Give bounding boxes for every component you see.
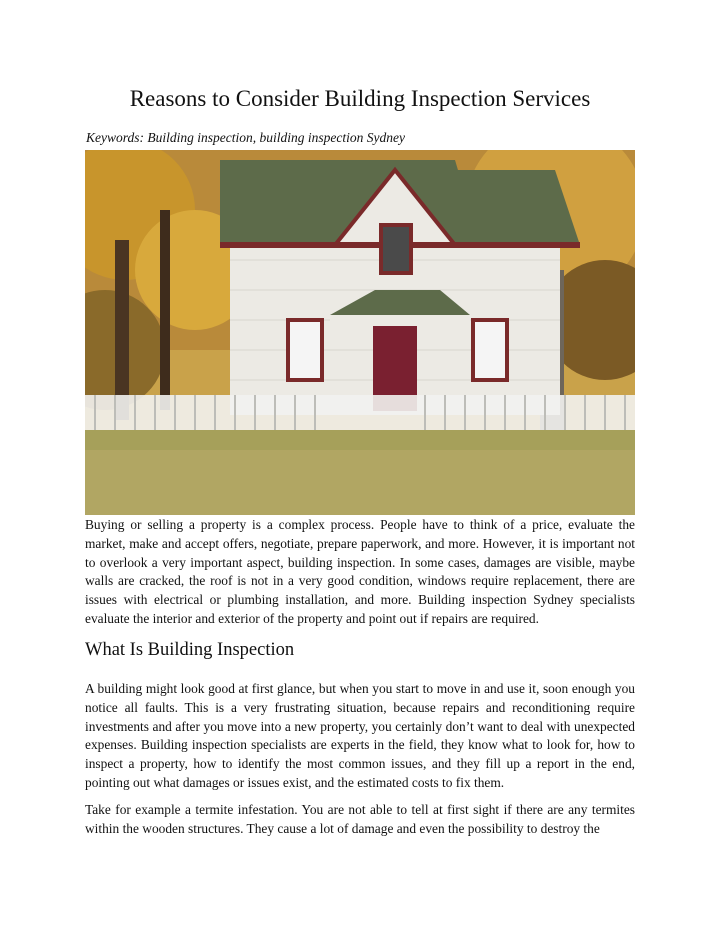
page-title: Reasons to Consider Building Inspection Services <box>129 86 591 111</box>
intro-paragraph: Buying or selling a property is a complex process. People have to think of a price, evaluate the market, make and accept offers, negotiate, prepare paperwork, and more. However, it is important not to overlook a very important aspect, building inspection. In some cases, damages are visible, maybe walls are cracked, the roof is not in a very good condition, windows require replacement, there are issues with electrical or plumbing installation, and more. Building inspection Sydney specialists evaluate the interior and exterior of the property and point out if repairs are required. <box>85 517 635 626</box>
body-paragraph-2: Take for example a termite infestation. You are not able to tell at first sight if there are any termites within the wooden structures. They cause a lot of damage and even the possibility to destroy the <box>85 802 635 836</box>
body-paragraph-1: A building might look good at first glance, but when you start to move in and use it, soon enough you notice all faults. This is a very frustrating situation, because repairs and reconditioning require investments and after you move into a new property, you certainly don’t want to deal with unexpected expenses. Building inspection specialists are experts in the field, they know what to look for, how to inspect a property, how to identify the most common issues, and they fill up a report in the end, pointing out what damages or issues exist, and the estimated costs to fix them. <box>85 681 635 790</box>
section-heading: What Is Building Inspection <box>85 640 295 660</box>
house-photo <box>85 150 635 515</box>
keywords-line: Keywords: Building inspection, building inspection Sydney <box>86 130 405 145</box>
